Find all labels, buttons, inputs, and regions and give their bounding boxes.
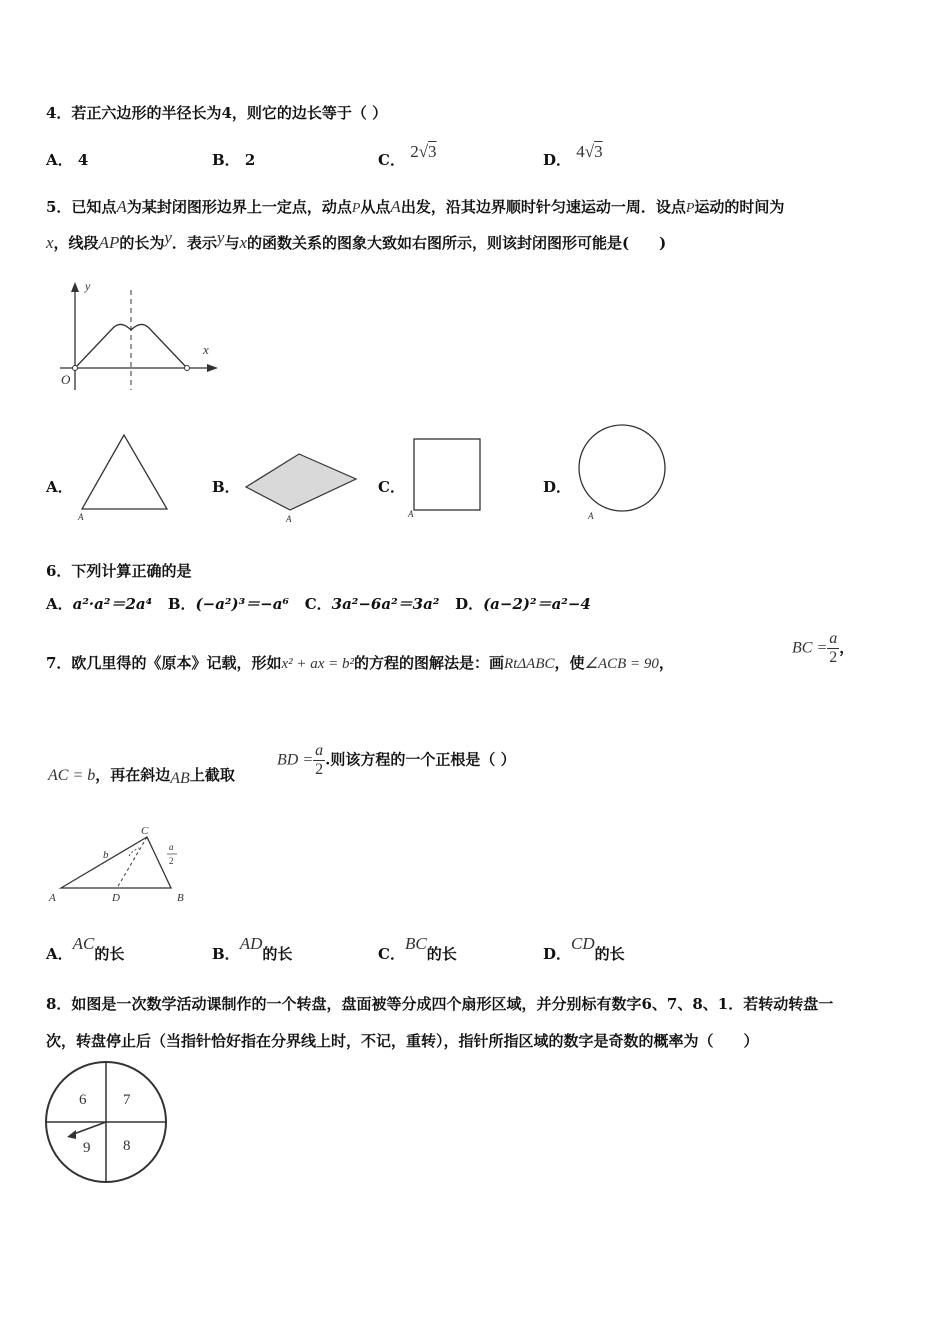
- q5-option-b-rhombus: [243, 450, 363, 525]
- svg-text:a: a: [169, 842, 174, 852]
- svg-text:B: B: [177, 892, 184, 904]
- q7-bc-fraction: BC = $\frac{a}{2}$ ，: [792, 630, 855, 666]
- origin-label: O: [61, 372, 71, 387]
- q8-stem-line1: 8．如图是一次数学活动课制作的一个转盘，盘面被等分成四个扇形区域，并分别标有数字6、7、8、1．若转动转盘一: [46, 995, 834, 1013]
- q5-option-b-label: B．: [212, 478, 240, 496]
- svg-text:A: A: [408, 509, 414, 519]
- q4-option-d: D． 4√3: [543, 142, 603, 169]
- svg-text:2: 2: [169, 856, 174, 866]
- q7-stem-line1: 7．欧几里得的《原本》记载，形如x² + ax = b²的方程的图解法是：画RtΔABC，使∠ACB = 90，: [46, 654, 674, 672]
- q5-option-a-label: A．: [46, 478, 73, 496]
- q7-triangle-figure: [45, 822, 195, 907]
- q7-option-a: A．AC的长: [46, 934, 125, 963]
- triangle-abc: [61, 837, 171, 888]
- segment-cd: [117, 837, 147, 888]
- end-point: [185, 366, 190, 371]
- q7-bd-fraction: BD = $\frac{a}{2}$ .则该方程的一个正根是（ ）: [277, 742, 516, 778]
- q5-option-c-label: C．: [378, 478, 405, 496]
- pointer-head: [67, 1130, 76, 1139]
- svg-text:C: C: [141, 825, 149, 837]
- q4-stem: 4．若正六边形的半径长为4，则它的边长等于（ ）: [46, 104, 388, 122]
- sector-8: 8: [123, 1138, 131, 1154]
- q8-stem-line2: 次，转盘停止后（当指针恰好指在分界线上时，不记，重转），指针所指区域的数字是奇数的概率为（ ）: [46, 1032, 759, 1050]
- svg-text:A: A: [286, 514, 292, 524]
- q4-option-b: B． 2: [212, 151, 256, 169]
- y-label: y: [85, 279, 91, 293]
- origin-point: [73, 366, 78, 371]
- q7-option-d: D．CD的长: [543, 934, 625, 963]
- q4-option-a: A． 4: [46, 151, 89, 169]
- q7-stem-line2: AC = b，再在斜边AB上截取: [48, 766, 235, 787]
- q5-stem-line1: 5．已知点A为某封闭图形边界上一定点，动点P从点A出发，沿其边界顺时针匀速运动一周．设点P运动的时间为: [46, 197, 785, 216]
- q5-option-d-label: D．: [543, 478, 572, 496]
- q8-spinner-wheel: [43, 1058, 171, 1186]
- svg-text:D: D: [112, 892, 120, 904]
- svg-text:b: b: [103, 849, 109, 861]
- q5-option-c-square: [405, 435, 490, 520]
- y-axis-arrow: [71, 282, 79, 292]
- q7-option-c: C．BC的长: [378, 934, 457, 963]
- arc: [129, 848, 139, 856]
- svg-text:A: A: [78, 512, 84, 522]
- q7-option-b: B．AD的长: [212, 934, 293, 963]
- svg-text:A: A: [588, 511, 594, 521]
- pointer-arrow: [71, 1122, 106, 1135]
- x-axis-arrow: [207, 364, 218, 372]
- svg-text:A: A: [49, 892, 56, 904]
- q4-option-c: C． 2√3: [378, 142, 437, 169]
- q5-option-a-triangle: [78, 432, 178, 522]
- q5-function-graph: [55, 280, 225, 395]
- q5-option-d-circle: [575, 423, 675, 523]
- q6-options: A．a²·a²＝2a⁴ B．(−a²)³＝−a⁶ C．3a²−6a²＝3a² D．(a−2)²＝a²−4: [46, 595, 591, 613]
- sector-6: 6: [79, 1092, 87, 1108]
- sector-9: 9: [83, 1140, 91, 1156]
- sector-7: 7: [123, 1092, 131, 1108]
- q5-stem-line2: x，线段AP的长为y．表示y与x的函数关系的图象大致如右图所示，则该封闭图形可能是( ): [46, 228, 667, 252]
- x-label: x: [203, 342, 209, 357]
- q6-stem: 6．下列计算正确的是: [46, 562, 192, 580]
